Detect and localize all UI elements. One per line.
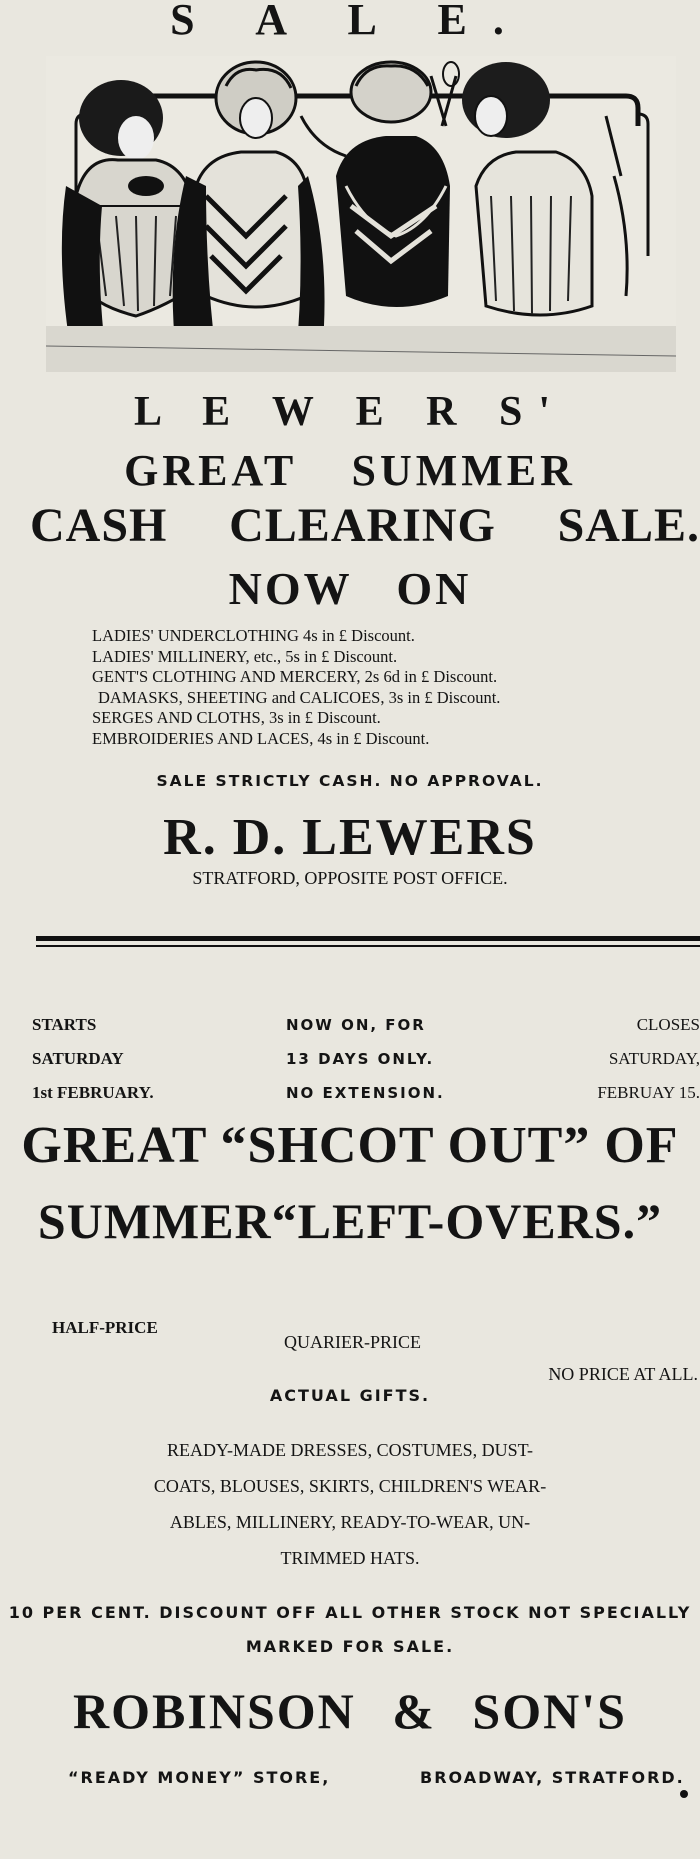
closes-date: FEBRUAY 15.: [597, 1083, 700, 1102]
list-item: DAMASKS, SHEETING and CALICOES, 3s in £ Discount.: [98, 687, 501, 707]
starts-label: STARTS: [32, 1015, 97, 1034]
sale-word: SALE.: [557, 499, 700, 552]
cash-clearing-sale-line: [30, 498, 700, 553]
shoot-out-headline: GREAT “SHCOT OUT” OF: [21, 1117, 679, 1174]
cash-word: CASH: [30, 499, 168, 552]
lewers-address: STRATFORD, OPPOSITE POST OFFICE.: [192, 868, 508, 888]
discount-note: [0, 1596, 700, 1664]
actual-gifts-label: ACTUAL GIFTS.: [269, 1386, 431, 1405]
now-on-for: NOW ON, FOR: [286, 1016, 426, 1034]
left-overs-headline: SUMMER“LEFT-OVERS.”: [37, 1193, 663, 1249]
now-on-line: NOW ON: [228, 563, 472, 614]
robinson-address: BROADWAY, STRATFORD.: [420, 1768, 685, 1787]
firm-name-robinson: ROBINSON & SON'S: [73, 1683, 627, 1739]
discount-line: 10 PER CENT. DISCOUNT OFF ALL OTHER STOCK NOT SPECIALLY: [8, 1603, 692, 1622]
discount-items-list: [92, 626, 500, 749]
goods-list: [0, 1432, 700, 1576]
closes-day: SATURDAY,: [608, 1049, 700, 1068]
divider-rule-thin: [36, 945, 700, 947]
list-item: EMBROIDERIES AND LACES, 4s in £ Discount.: [92, 728, 430, 748]
closes-column: [597, 1008, 700, 1110]
list-item: LADIES' MILLINERY, etc., 5s in £ Discount.: [92, 646, 398, 666]
quarter-price-label: QUARIER-PRICE: [284, 1332, 422, 1352]
sale-heading: S A L E.: [170, 0, 530, 44]
starts-day: SATURDAY: [32, 1049, 124, 1068]
goods-line: READY-MADE DRESSES, COSTUMES, DUST-: [167, 1440, 533, 1460]
ready-money-store: “READY MONEY” STORE,: [68, 1768, 331, 1787]
closes-label: CLOSES: [636, 1015, 700, 1034]
clearing-word: CLEARING: [229, 499, 496, 552]
sale-terms: SALE STRICTLY CASH. NO APPROVAL.: [156, 772, 544, 790]
list-item: GENT'S CLOTHING AND MERCERY, 2s 6d in £ Discount.: [92, 667, 498, 686]
goods-line: COATS, BLOUSES, SKIRTS, CHILDREN'S WEAR-: [153, 1476, 547, 1496]
lewers-title: L E W E R S': [133, 389, 567, 435]
ink-dot: [680, 1790, 688, 1798]
firm-name-lewers: R. D. LEWERS: [163, 809, 537, 866]
goods-line: ABLES, MILLINERY, READY-TO-WEAR, UN-: [169, 1512, 531, 1532]
great-summer-line: GREAT SUMMER: [124, 446, 576, 495]
half-price-label: HALF-PRICE: [52, 1318, 158, 1337]
goods-line: TRIMMED HATS.: [280, 1548, 420, 1568]
starts-date: 1st FEBRUARY.: [32, 1083, 154, 1102]
starts-column: [32, 1008, 154, 1110]
divider-rule-thick: [36, 936, 700, 941]
no-extension: NO EXTENSION.: [286, 1084, 445, 1102]
list-item: LADIES' UNDERCLOTHING 4s in £ Discount.: [92, 626, 415, 645]
four-ladies-illustration: [46, 56, 676, 372]
duration-column: [286, 1008, 456, 1110]
no-price-label: NO PRICE AT ALL.: [548, 1364, 698, 1384]
list-item: SERGES AND CLOTHS, 3s in £ Discount.: [92, 708, 381, 727]
days-only: 13 DAYS ONLY.: [286, 1050, 435, 1068]
discount-line: MARKED FOR SALE.: [245, 1637, 455, 1656]
